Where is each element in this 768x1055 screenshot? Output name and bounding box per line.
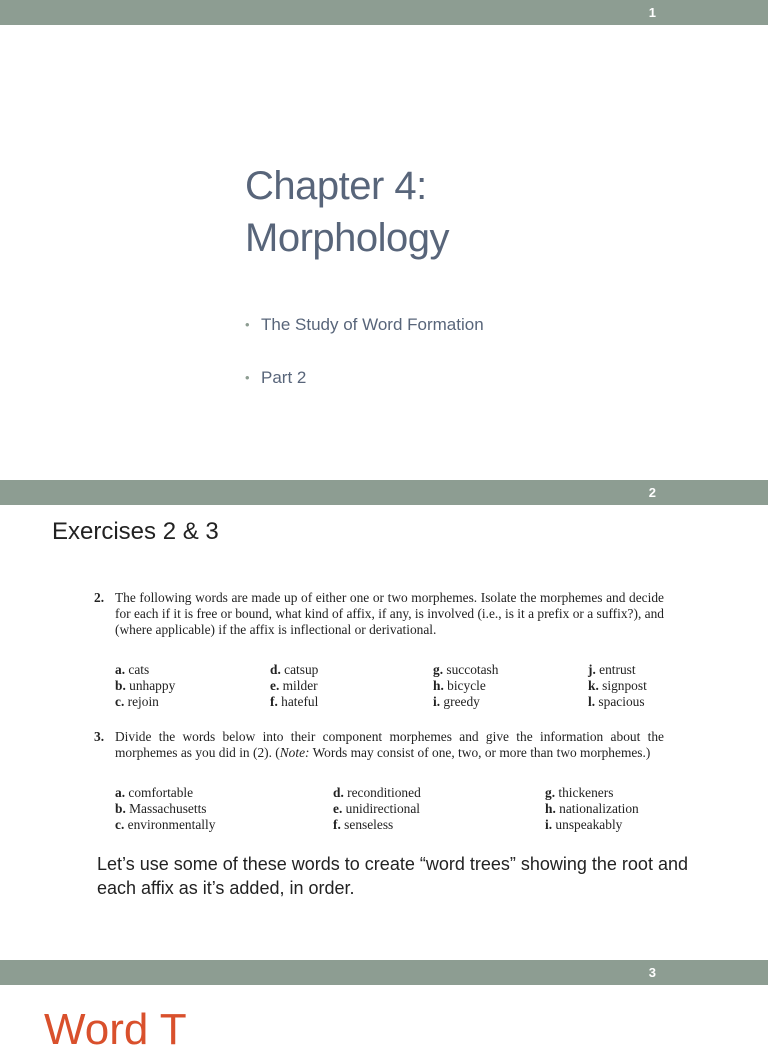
bullet-item <box>245 367 484 420</box>
word-letter: j. <box>588 662 596 677</box>
word-text: Massachusetts <box>125 801 207 817</box>
bullet-icon: • <box>245 370 250 385</box>
word-text: environmentally <box>124 817 216 833</box>
slide-number: 2 <box>648 485 656 500</box>
word-item <box>545 817 622 833</box>
exercise-3 <box>94 729 664 761</box>
bullet-text: Part 2 <box>261 368 307 387</box>
bullet-list <box>245 314 484 420</box>
word-item <box>588 694 645 710</box>
word-item <box>545 801 639 817</box>
word-item <box>333 785 421 801</box>
slide-title: Word T <box>44 1005 187 1054</box>
title-line: Morphology <box>245 216 450 260</box>
exercise-2 <box>94 590 664 639</box>
word-item <box>588 678 647 694</box>
word-letter: e. <box>270 678 280 694</box>
word-item <box>115 817 215 833</box>
slide-header-bar <box>0 480 768 505</box>
slide-title <box>245 160 449 264</box>
exercise-text-part: Divide the words below into their component morphemes and give the information about the morphemes as you did in (2). ( <box>115 729 664 761</box>
slide-note: Let’s use some of these words to create “word trees” showing the root and each affix as it’s added, in order. <box>97 854 688 898</box>
word-item <box>433 662 498 678</box>
word-letter: b. <box>115 801 126 817</box>
word-letter: k. <box>588 678 599 694</box>
word-text: greedy <box>440 694 480 710</box>
slide-header-bar <box>0 0 768 25</box>
bullet-item <box>245 314 484 367</box>
word-letter: e. <box>333 801 343 817</box>
word-letter: f. <box>270 694 278 710</box>
exercise-text-part: Words may consist of one, two, or more than two morphemes.) <box>309 745 651 761</box>
word-item <box>115 785 193 801</box>
word-text: unhappy <box>125 678 176 694</box>
slide-header-bar <box>0 960 768 985</box>
slide-number: 1 <box>648 5 656 20</box>
slide-title: Exercises 2 & 3 <box>52 518 219 545</box>
note-label: Note: <box>279 745 310 761</box>
word-letter: g. <box>545 785 556 800</box>
word-item <box>433 678 486 694</box>
word-text: signpost <box>598 678 647 694</box>
word-text: entrust <box>595 662 636 677</box>
word-text: rejoin <box>124 694 159 710</box>
word-item <box>115 662 149 678</box>
word-text: nationalization <box>555 801 639 817</box>
word-item <box>588 662 636 678</box>
word-item <box>115 694 159 710</box>
word-text: thickeners <box>555 785 614 800</box>
word-letter: h. <box>433 678 444 694</box>
word-text: reconditioned <box>343 785 421 800</box>
word-item <box>433 694 480 710</box>
word-text: hateful <box>277 694 319 710</box>
slide-number: 3 <box>648 965 656 980</box>
exercise-number: 2. <box>94 590 105 605</box>
word-letter: h. <box>545 801 556 817</box>
word-item <box>270 694 318 710</box>
word-letter: a. <box>115 662 126 677</box>
word-text: bicycle <box>443 678 486 694</box>
word-letter: i. <box>545 817 553 833</box>
word-item <box>115 801 207 817</box>
word-letter: i. <box>433 694 441 710</box>
word-text: catsup <box>280 662 319 677</box>
word-letter: b. <box>115 678 126 694</box>
word-item <box>333 801 420 817</box>
exercise-text <box>115 729 664 761</box>
bullet-text: The Study of Word Formation <box>261 315 484 334</box>
word-letter: f. <box>333 817 341 833</box>
exercise-number: 3. <box>94 729 105 744</box>
title-line: Chapter 4: <box>245 164 427 208</box>
word-letter: g. <box>433 662 444 677</box>
word-item <box>270 678 318 694</box>
bullet-icon: • <box>245 317 250 332</box>
exercise-text: The following words are made up of either one or two morphemes. Isolate the morphemes and decide for each if it is free or bound, what kind of affix, if any, is involved (i.e., is it a prefix or a suffix?), and (where applicable) if the affix is inflectional or derivational. <box>115 590 664 638</box>
word-text: spacious <box>595 694 645 710</box>
word-letter: a. <box>115 785 126 800</box>
word-text: comfortable <box>125 785 194 800</box>
word-text: senseless <box>340 817 394 833</box>
word-letter: c. <box>115 694 125 710</box>
word-item <box>333 817 393 833</box>
word-item <box>115 678 175 694</box>
word-letter: c. <box>115 817 125 833</box>
word-letter: l. <box>588 694 596 710</box>
word-text: cats <box>125 662 150 677</box>
word-text: unspeakably <box>552 817 623 833</box>
word-letter: d. <box>270 662 281 677</box>
word-text: succotash <box>443 662 499 677</box>
word-letter: d. <box>333 785 344 800</box>
word-item <box>545 785 613 801</box>
word-text: milder <box>279 678 318 694</box>
word-text: unidirectional <box>342 801 421 817</box>
word-item <box>270 662 318 678</box>
